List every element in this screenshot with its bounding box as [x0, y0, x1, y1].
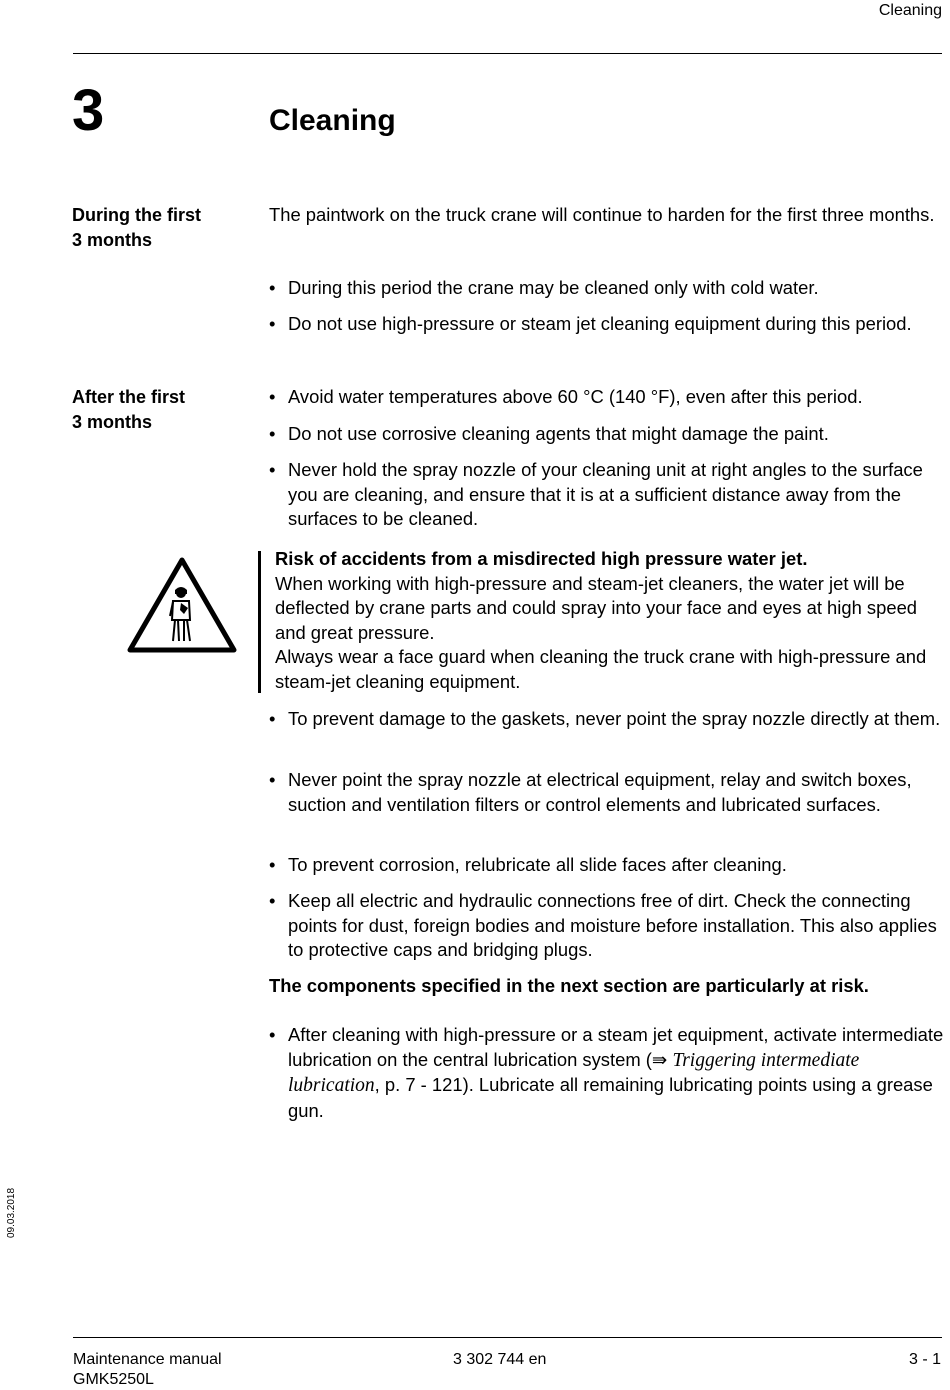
list-item	[269, 276, 945, 301]
header-rule	[73, 53, 942, 54]
list-item	[269, 853, 945, 878]
side-label-after-line2: 3 months	[72, 411, 153, 432]
bullet-text: Never hold the spray nozzle of your cleaning unit at right angles to the surface you are cleaning, and ensure that it is at a sufficient distance away from the surfaces to be cleaned.	[288, 459, 923, 529]
bullet-text: To prevent damage to the gaskets, never point the spray nozzle directly at them.	[288, 708, 941, 729]
bullet-dot: •	[269, 708, 276, 729]
bullet-dot: •	[269, 313, 276, 334]
list-item	[269, 312, 945, 337]
footer-model: GMK5250L	[73, 1371, 154, 1388]
bullet-text: Keep all electric and hydraulic connections free of dirt. Check the connecting points for dust, foreign bodies and moisture before installation. This also applies to protective caps and bridging plugs.	[288, 890, 937, 960]
side-label-first-line1: During the first	[72, 205, 201, 225]
list-item	[269, 458, 945, 532]
header-section-title: Cleaning	[878, 2, 942, 19]
side-date	[6, 1186, 20, 1238]
footer-page-number: 3 - 1	[908, 1351, 941, 1368]
warning-text-2: Always wear a face guard when cleaning the truck crane with high-pressure and steam-jet cleaning equipment.	[275, 646, 927, 692]
bullet-dot: •	[269, 890, 276, 911]
side-label-first	[72, 203, 201, 252]
side-label-after-line1: After the first	[72, 387, 186, 407]
bullet-dot: •	[269, 459, 276, 480]
chapter-title: Cleaning	[269, 104, 396, 137]
warning-box	[275, 547, 945, 694]
bullet-dot: •	[269, 277, 276, 298]
bullet-text: Avoid water temperatures above 60 °C (140 °F), even after this period.	[288, 386, 863, 407]
side-label-after	[72, 385, 185, 434]
footer-doc-number: 3 302 744 en	[453, 1351, 547, 1368]
bullet-text: Never point the spray nozzle at electrical equipment, relay and switch boxes, suction and ventilation filters or control elements and lubricated surfaces.	[288, 769, 912, 815]
list-item	[269, 889, 945, 963]
chapter-number: 3	[72, 78, 105, 143]
bullet-text-end: , p. 7 - 121). Lubricate all remaining lubricating points using a grease gun.	[288, 1074, 933, 1121]
bullet-dot: •	[269, 386, 276, 407]
risk-note: The components specified in the next section are particularly at risk.	[269, 975, 869, 996]
list-item	[269, 768, 945, 817]
bullet-text: After cleaning with high-pressure or a steam jet equipment, activate intermediate lubrication on the central lubrication system (	[288, 1024, 944, 1070]
cross-reference-link[interactable]: Triggering intermediate lubrication	[288, 1049, 860, 1096]
footer-manual: Maintenance manual	[73, 1351, 222, 1368]
bullet-dot: •	[269, 423, 276, 444]
bullet-dot: •	[269, 1024, 276, 1045]
side-label-first-line2: 3 months	[72, 229, 153, 250]
bullet-text: During this period the crane may be cleaned only with cold water.	[288, 277, 819, 298]
bullet-dot: •	[269, 769, 276, 790]
bullet-text: To prevent corrosion, relubricate all slide faces after cleaning.	[288, 854, 787, 875]
bullet-text: Do not use corrosive cleaning agents that might damage the paint.	[288, 423, 829, 444]
list-item	[269, 1023, 945, 1123]
list-item	[269, 385, 945, 410]
warning-side-bar	[258, 551, 261, 693]
first-intro-paragraph: The paintwork on the truck crane will continue to harden for the first three months.	[269, 204, 935, 225]
warning-text-1: When working with high-pressure and steam-jet cleaners, the water jet will be deflected by crane parts and could spray into your face and eyes at high speed and great pressure.	[275, 572, 918, 643]
bullet-dot: •	[269, 854, 276, 875]
warning-triangle-person-icon	[126, 556, 238, 656]
bullet-text: Do not use high-pressure or steam jet cleaning equipment during this period.	[288, 313, 912, 334]
footer-rule	[73, 1337, 942, 1338]
warning-title: Risk of accidents from a misdirected high pressure water jet.	[275, 548, 808, 569]
cross-reference-arrow-icon: ⇛	[651, 1048, 668, 1070]
side-date-text: 09.03.2018	[6, 1187, 17, 1238]
footer-manual-info	[73, 1350, 222, 1390]
list-item	[269, 422, 945, 447]
list-item	[269, 707, 945, 732]
